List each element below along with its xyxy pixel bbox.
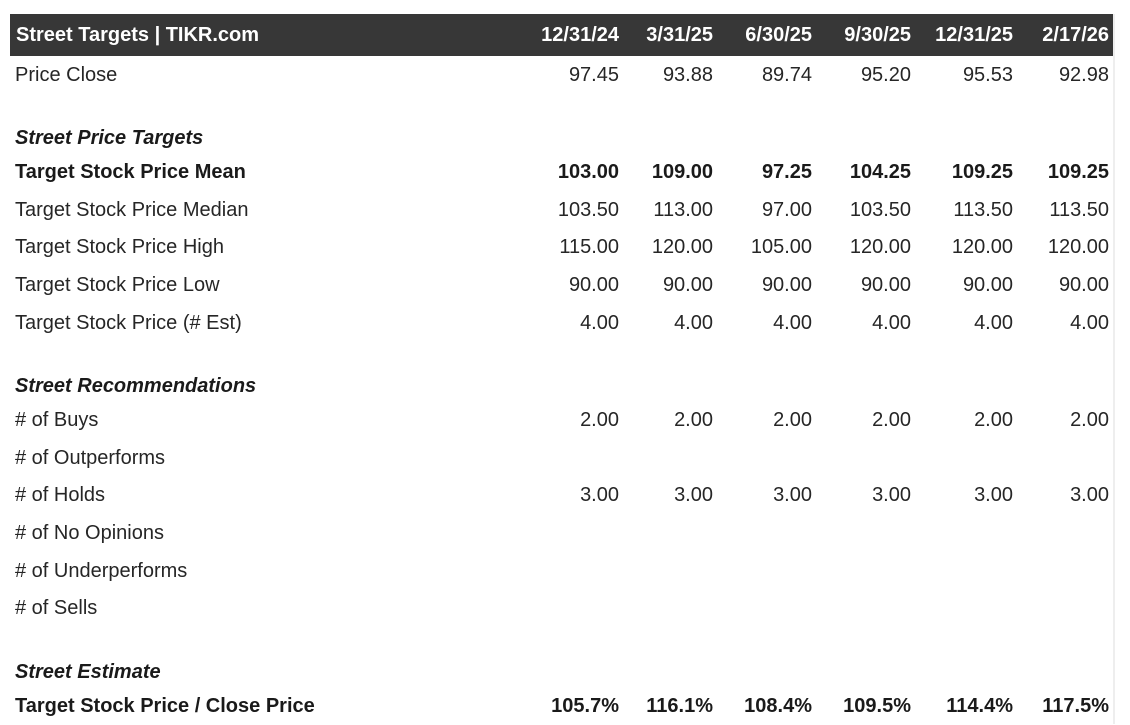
table-cell <box>816 515 915 553</box>
street-targets-table-container <box>10 14 1113 724</box>
table-row-target-est <box>10 304 1113 342</box>
row-label: # of No Opinions <box>15 522 164 545</box>
table-cell: 97.45 <box>568 63 619 86</box>
table-cell: 103.50 <box>849 198 911 221</box>
table-cell: 3.00 <box>674 484 713 507</box>
table-cell: 109.00 <box>651 161 713 184</box>
section-heading: Street Recommendations <box>15 374 257 397</box>
table-cell: 105.00 <box>750 236 812 259</box>
table-cell: 97.00 <box>761 198 812 221</box>
table-cell: 90.00 <box>860 274 911 297</box>
column-header-date[interactable]: 12/31/25 <box>935 23 1013 46</box>
table-cell: 4.00 <box>773 311 812 334</box>
table-cell: 4.00 <box>872 311 911 334</box>
table-cell: 116.1% <box>646 694 713 717</box>
table-cell: 109.5% <box>843 694 911 717</box>
row-label: # of Outperforms <box>15 446 166 469</box>
table-cell <box>915 515 1017 553</box>
table-row-buys <box>10 402 1113 440</box>
row-label: Target Stock Price / Close Price <box>15 694 315 717</box>
table-cell: 117.5% <box>1042 694 1109 717</box>
table-cell: 90.00 <box>568 274 619 297</box>
table-cell <box>523 440 623 478</box>
table-cell: 2.00 <box>674 409 713 432</box>
table-cell: 2.00 <box>580 409 619 432</box>
section-row-street-recommendations <box>10 342 1113 402</box>
column-header-date[interactable]: 9/30/25 <box>844 23 911 46</box>
table-cell: 90.00 <box>761 274 812 297</box>
table-cell: 3.00 <box>773 484 812 507</box>
section-heading: Street Estimate <box>15 660 161 683</box>
table-cell: 120.00 <box>951 236 1013 259</box>
table-cell: 108.4% <box>744 694 812 717</box>
table-cell: 105.7% <box>551 694 619 717</box>
table-cell: 2.00 <box>872 409 911 432</box>
table-cell: 120.00 <box>849 236 911 259</box>
table-row-target-median <box>10 192 1113 230</box>
section-row-street-estimate <box>10 628 1113 688</box>
row-label: Target Stock Price Median <box>15 198 249 221</box>
table-cell: 2.00 <box>1070 409 1109 432</box>
table-cell <box>915 590 1017 628</box>
table-row-price-close <box>10 56 1113 94</box>
row-label: Target Stock Price (# Est) <box>15 311 242 334</box>
row-label: # of Sells <box>15 597 98 620</box>
table-cell: 95.20 <box>860 63 911 86</box>
column-header-date[interactable]: 6/30/25 <box>745 23 812 46</box>
column-header-date[interactable]: 3/31/25 <box>646 23 713 46</box>
table-cell <box>816 440 915 478</box>
table-cell <box>523 552 623 590</box>
row-label: Target Stock Price Low <box>15 274 220 297</box>
row-label: Target Stock Price High <box>15 236 224 259</box>
row-label: # of Holds <box>15 484 106 507</box>
section-heading: Street Price Targets <box>15 127 204 149</box>
table-cell: 104.25 <box>849 161 911 184</box>
table-cell: 89.74 <box>761 63 812 86</box>
table-row-underperforms <box>10 552 1113 590</box>
table-cell: 4.00 <box>674 311 713 334</box>
table-cell: 4.00 <box>580 311 619 334</box>
table-cell <box>1017 515 1113 553</box>
table-cell: 90.00 <box>962 274 1013 297</box>
table-cell: 2.00 <box>974 409 1013 432</box>
table-cell: 90.00 <box>662 274 713 297</box>
row-label: Target Stock Price Mean <box>15 161 246 184</box>
table-cell <box>1017 552 1113 590</box>
table-row-sells <box>10 590 1113 628</box>
table-cell <box>816 552 915 590</box>
table-cell: 120.00 <box>651 236 713 259</box>
section-row-street-price-targets <box>10 94 1113 154</box>
table-cell: 90.00 <box>1058 274 1109 297</box>
table-cell: 113.50 <box>1049 198 1109 221</box>
column-header-date[interactable]: 2/17/26 <box>1042 23 1109 46</box>
row-label: # of Buys <box>15 409 99 432</box>
table-header-row <box>10 14 1113 56</box>
table-cell <box>915 440 1017 478</box>
table-cell: 95.53 <box>962 63 1013 86</box>
table-cell: 114.4% <box>946 694 1013 717</box>
table-row-target-low <box>10 267 1113 305</box>
column-header-date[interactable]: 12/31/24 <box>541 23 619 46</box>
table-cell: 3.00 <box>872 484 911 507</box>
table-cell: 4.00 <box>1070 311 1109 334</box>
table-cell <box>1017 440 1113 478</box>
table-cell: 4.00 <box>974 311 1013 334</box>
table-row-no-opinions <box>10 515 1113 553</box>
row-label: # of Underperforms <box>15 559 188 582</box>
table-cell: 113.50 <box>953 198 1013 221</box>
table-row-target-high <box>10 229 1113 267</box>
table-cell: 113.00 <box>653 198 713 221</box>
table-cell <box>717 515 816 553</box>
table-cell <box>523 515 623 553</box>
table-cell <box>623 440 717 478</box>
table-cell <box>717 590 816 628</box>
table-row-outperforms <box>10 440 1113 478</box>
table-cell <box>1017 590 1113 628</box>
table-cell: 3.00 <box>974 484 1013 507</box>
table-cell <box>623 515 717 553</box>
table-cell <box>717 552 816 590</box>
table-cell: 103.50 <box>557 198 619 221</box>
table-cell <box>816 590 915 628</box>
table-cell <box>623 590 717 628</box>
table-title: Street Targets | TIKR.com <box>16 23 260 46</box>
table-row-target-mean <box>10 154 1113 192</box>
table-cell: 2.00 <box>773 409 812 432</box>
table-right-border <box>1113 14 1115 724</box>
table-cell: 3.00 <box>580 484 619 507</box>
table-cell <box>623 552 717 590</box>
table-cell <box>523 590 623 628</box>
table-row-target-close-ratio <box>10 688 1113 725</box>
table-cell: 92.98 <box>1058 63 1109 86</box>
table-cell: 109.25 <box>951 161 1013 184</box>
table-cell: 93.88 <box>662 63 713 86</box>
table-cell: 109.25 <box>1047 161 1109 184</box>
table-cell: 103.00 <box>557 161 619 184</box>
street-targets-table <box>10 14 1113 725</box>
table-cell: 3.00 <box>1070 484 1109 507</box>
table-cell <box>717 440 816 478</box>
table-cell: 97.25 <box>761 161 812 184</box>
table-cell <box>915 552 1017 590</box>
table-row-holds <box>10 477 1113 515</box>
table-cell: 115.00 <box>559 236 619 259</box>
row-label: Price Close <box>15 63 118 86</box>
table-cell: 120.00 <box>1047 236 1109 259</box>
